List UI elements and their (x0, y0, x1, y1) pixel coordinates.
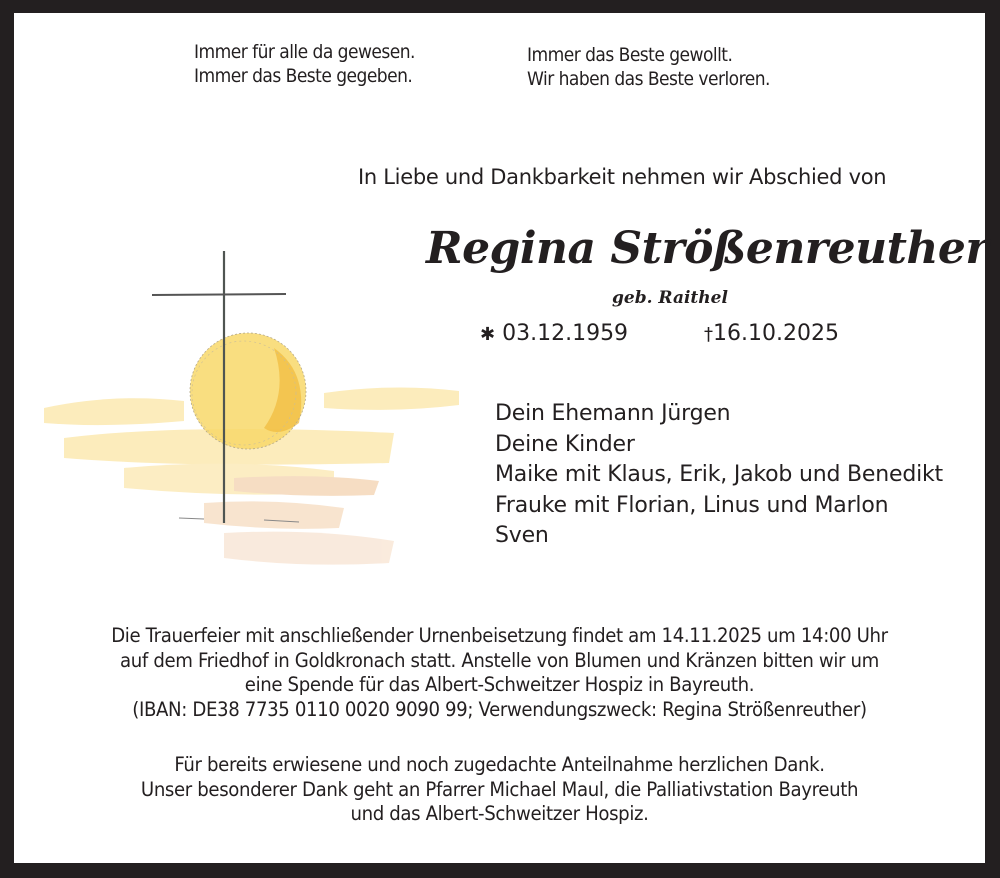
thanks-line: Für bereits erwiesene und noch zugedachte Anteilnahme herzlichen Dank. (174, 753, 825, 776)
mourner-line: Deine Kinder (495, 431, 635, 457)
death-date: 16.10.2025 (713, 321, 839, 346)
birth-name: geb. Raithel (612, 288, 728, 308)
birth-date-group (480, 321, 628, 346)
verse-right (527, 43, 770, 91)
verse-line: Immer das Beste gegeben. (194, 65, 413, 87)
death-dagger-icon: † (704, 324, 713, 345)
funeral-line: auf dem Friedhof in Goldkronach statt. Anstelle von Blumen und Kränzen bitten wir um (120, 648, 879, 672)
mourner-line: Sven (495, 523, 549, 548)
funeral-line: (IBAN: DE38 7735 0110 0020 9090 99; Verwendungszweck: Regina Strößenreuther) (132, 697, 867, 721)
verse-left (194, 40, 415, 88)
birth-star-icon: ✱ (480, 324, 496, 345)
cross-horizontal (152, 294, 286, 295)
birth-date: 03.12.1959 (502, 321, 629, 346)
obituary-card (14, 13, 989, 863)
verse-line: Wir haben das Beste verloren. (527, 68, 770, 90)
death-date-group (704, 321, 839, 346)
verse-line: Immer das Beste gewollt. (527, 44, 733, 66)
thanks-line: Unser besonderer Dank geht an Pfarrer Michael Maul, die Palliativstation Bayreuth (140, 777, 859, 801)
thanks-section (14, 753, 985, 827)
verse-line: Immer für alle da gewesen. (194, 41, 415, 63)
mourner-line: Maike mit Klaus, Erik, Jakob und Benedikt (495, 462, 943, 487)
mourners-list (495, 399, 943, 552)
funeral-line: eine Spende für das Albert-Schweitzer Hospiz in Bayreuth. (244, 673, 755, 696)
intro-text: In Liebe und Dankbarkeit nehmen wir Abschied von (358, 165, 887, 189)
mourner-line: Dein Ehemann Jürgen (495, 401, 731, 426)
thanks-line: und das Albert-Schweitzer Hospiz. (350, 802, 649, 825)
deceased-name: Regina Strößenreuther (426, 223, 989, 274)
funeral-details (14, 624, 985, 722)
funeral-line: Die Trauerfeier mit anschließender Urnenbeisetzung findet am 14.11.2025 um 14:00 Uhr (111, 624, 888, 647)
cross-sun-watercolor-illustration (34, 223, 474, 583)
mourner-line: Frauke mit Florian, Linus und Marlon (495, 492, 889, 518)
